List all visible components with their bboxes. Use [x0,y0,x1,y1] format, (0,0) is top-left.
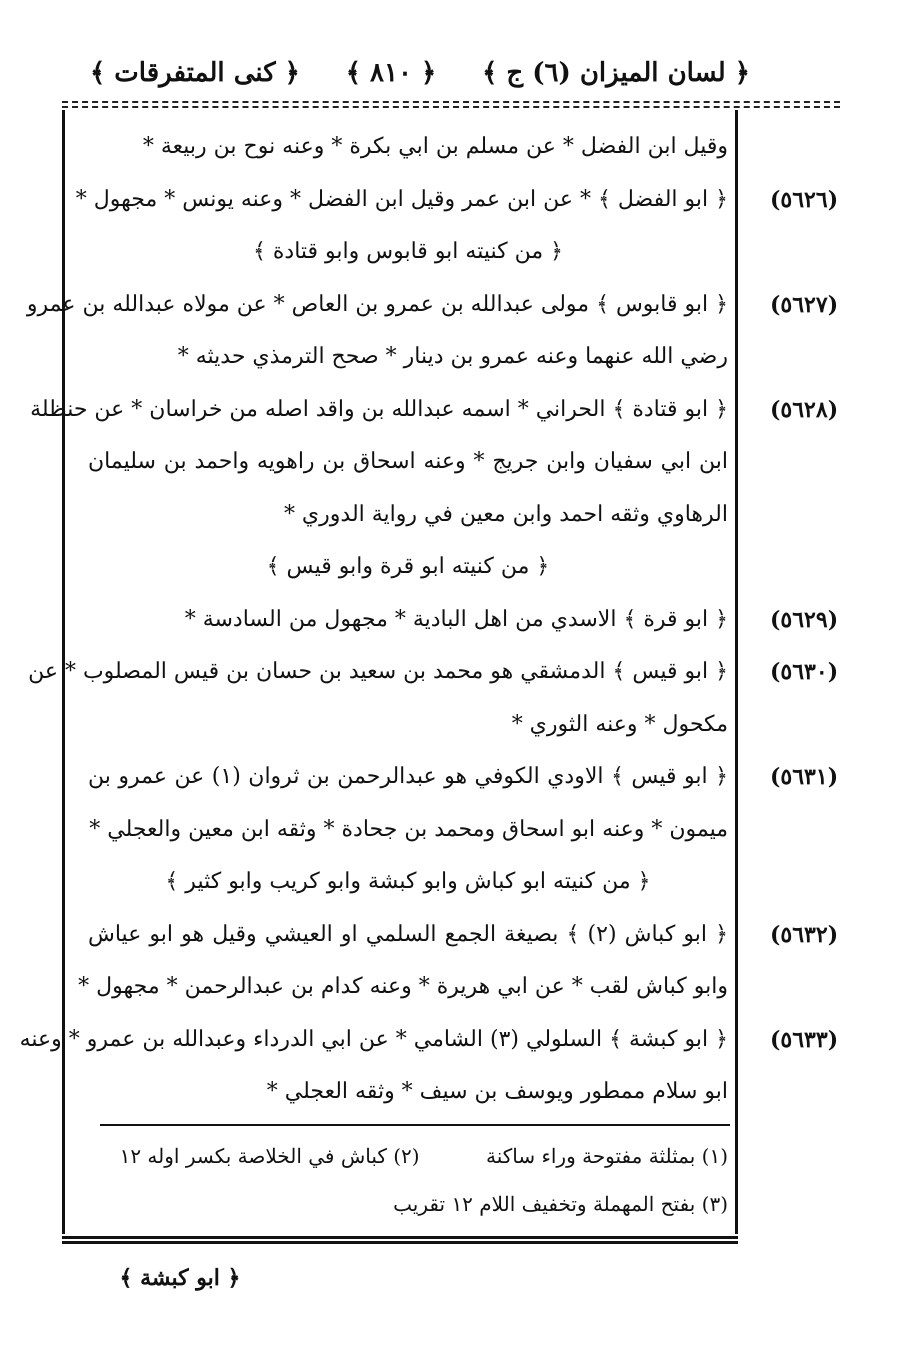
text-line: ﴿ ابو كبشة ﴾ السلولي (٣) الشامي * عن ابي الدرداء وعبدالله بن عمرو * وعنه [19,1027,728,1052]
text-line: ﴿ ابو قيس ﴾ الاودي الكوفي هو عبدالرحمن بن ثروان (١) عن عمرو بن [88,764,728,789]
text-line: ﴿ ابو قيس ﴾ الدمشقي هو محمد بن سعيد بن حسان بن قيس المصلوب * عن [28,659,728,684]
text-line: ﴿ ابو قتادة ﴾ الحراني * اسمه عبدالله بن واقد اصله من خراسان * عن حنظلة [30,397,728,422]
text-line: وابو كباش لقب * عن ابي هريرة * وعنه كدام بن عبدالرحمن * مجهول * [78,974,728,999]
text-line: ﴿ ابو قابوس ﴾ مولى عبدالله بن عمرو بن العاص * عن مولاه عبدالله بن عمرو [26,292,728,317]
entry-number: (٥٦٢٦) [770,187,839,213]
text-line: الرهاوي وثقه احمد وابن معين في رواية الدوري * [283,502,728,527]
frame-bottom-rule-2 [62,1241,738,1244]
header-rule-top [62,101,840,103]
footnote-3: (٣) بفتح المهملة وتخفيف اللام ١٢ تقريب [393,1192,728,1216]
entry-number: (٥٦٣٣) [770,1027,839,1053]
book-title: ﴿ لسان الميزان (٦) ج ﴾ [482,58,750,88]
text-line: ميمون * وعنه ابو اسحاق ومحمد بن جحادة * وثقه ابن معين والعجلي * [89,817,728,842]
page-header [90,48,750,98]
entry-number: (٥٦٢٨) [770,397,839,423]
footnote-line [88,1182,728,1226]
footnote-rule [100,1124,730,1126]
footnote-1: (١) بمثلثة مفتوحة وراء ساكنة [485,1144,728,1168]
entry-number: (٥٦٢٧) [770,292,839,318]
catchword: ﴿ ابو كبشة ﴾ [119,1265,241,1291]
section-title: ﴿ كنى المتفرقات ﴾ [90,58,300,88]
footnote-line [88,1134,728,1178]
text-line: مكحول * وعنه الثوري * [511,712,728,737]
footnote-2: (٢) كباش في الخلاصة بكسر اوله ١٢ [119,1144,420,1168]
text-line: ﴿ من كنيته ابو كباش وابو كبشة وابو كريب وابو كثير ﴾ [165,869,651,894]
text-line: ﴿ من كنيته ابو قرة وابو قيس ﴾ [266,554,550,579]
entry-number: (٥٦٣٢) [770,922,839,948]
entry-number: (٥٦٣٠) [770,659,839,685]
header-rule-bottom [62,106,840,108]
entry-number: (٥٦٢٩) [770,607,839,633]
text-line: ابو سلام ممطور ويوسف بن سيف * وثقه العجلي * [266,1079,728,1104]
text-line: ابن ابي سفيان وابن جريج * وعنه اسحاق بن راهويه واحمد بن سليمان [88,449,728,474]
text-line: رضي الله عنهما وعنه عمرو بن دينار * صحح الترمذي حديثه * [177,344,728,369]
text-line: ﴿ ابو قرة ﴾ الاسدي من اهل البادية * مجهول من السادسة * [184,607,728,632]
entry-number: (٥٦٣١) [770,764,839,790]
text-line: ﴿ ابو كباش (٢) ﴾ بصيغة الجمع السلمي او العيشي وقيل هو ابو عياش [88,922,728,947]
text-line: ﴿ ابو الفضل ﴾ * عن ابن عمر وقيل ابن الفضل * وعنه يونس * مجهول * [75,187,728,212]
text-line: ﴿ من كنيته ابو قابوس وابو قتادة ﴾ [252,239,564,264]
frame-bottom-rule [62,1236,738,1239]
text-line: وقيل ابن الفضل * عن مسلم بن ابي بكرة * وعنه نوح بن ربيعة * [142,134,728,159]
page-number: ﴿ ٨١٠ ﴾ [345,58,437,88]
